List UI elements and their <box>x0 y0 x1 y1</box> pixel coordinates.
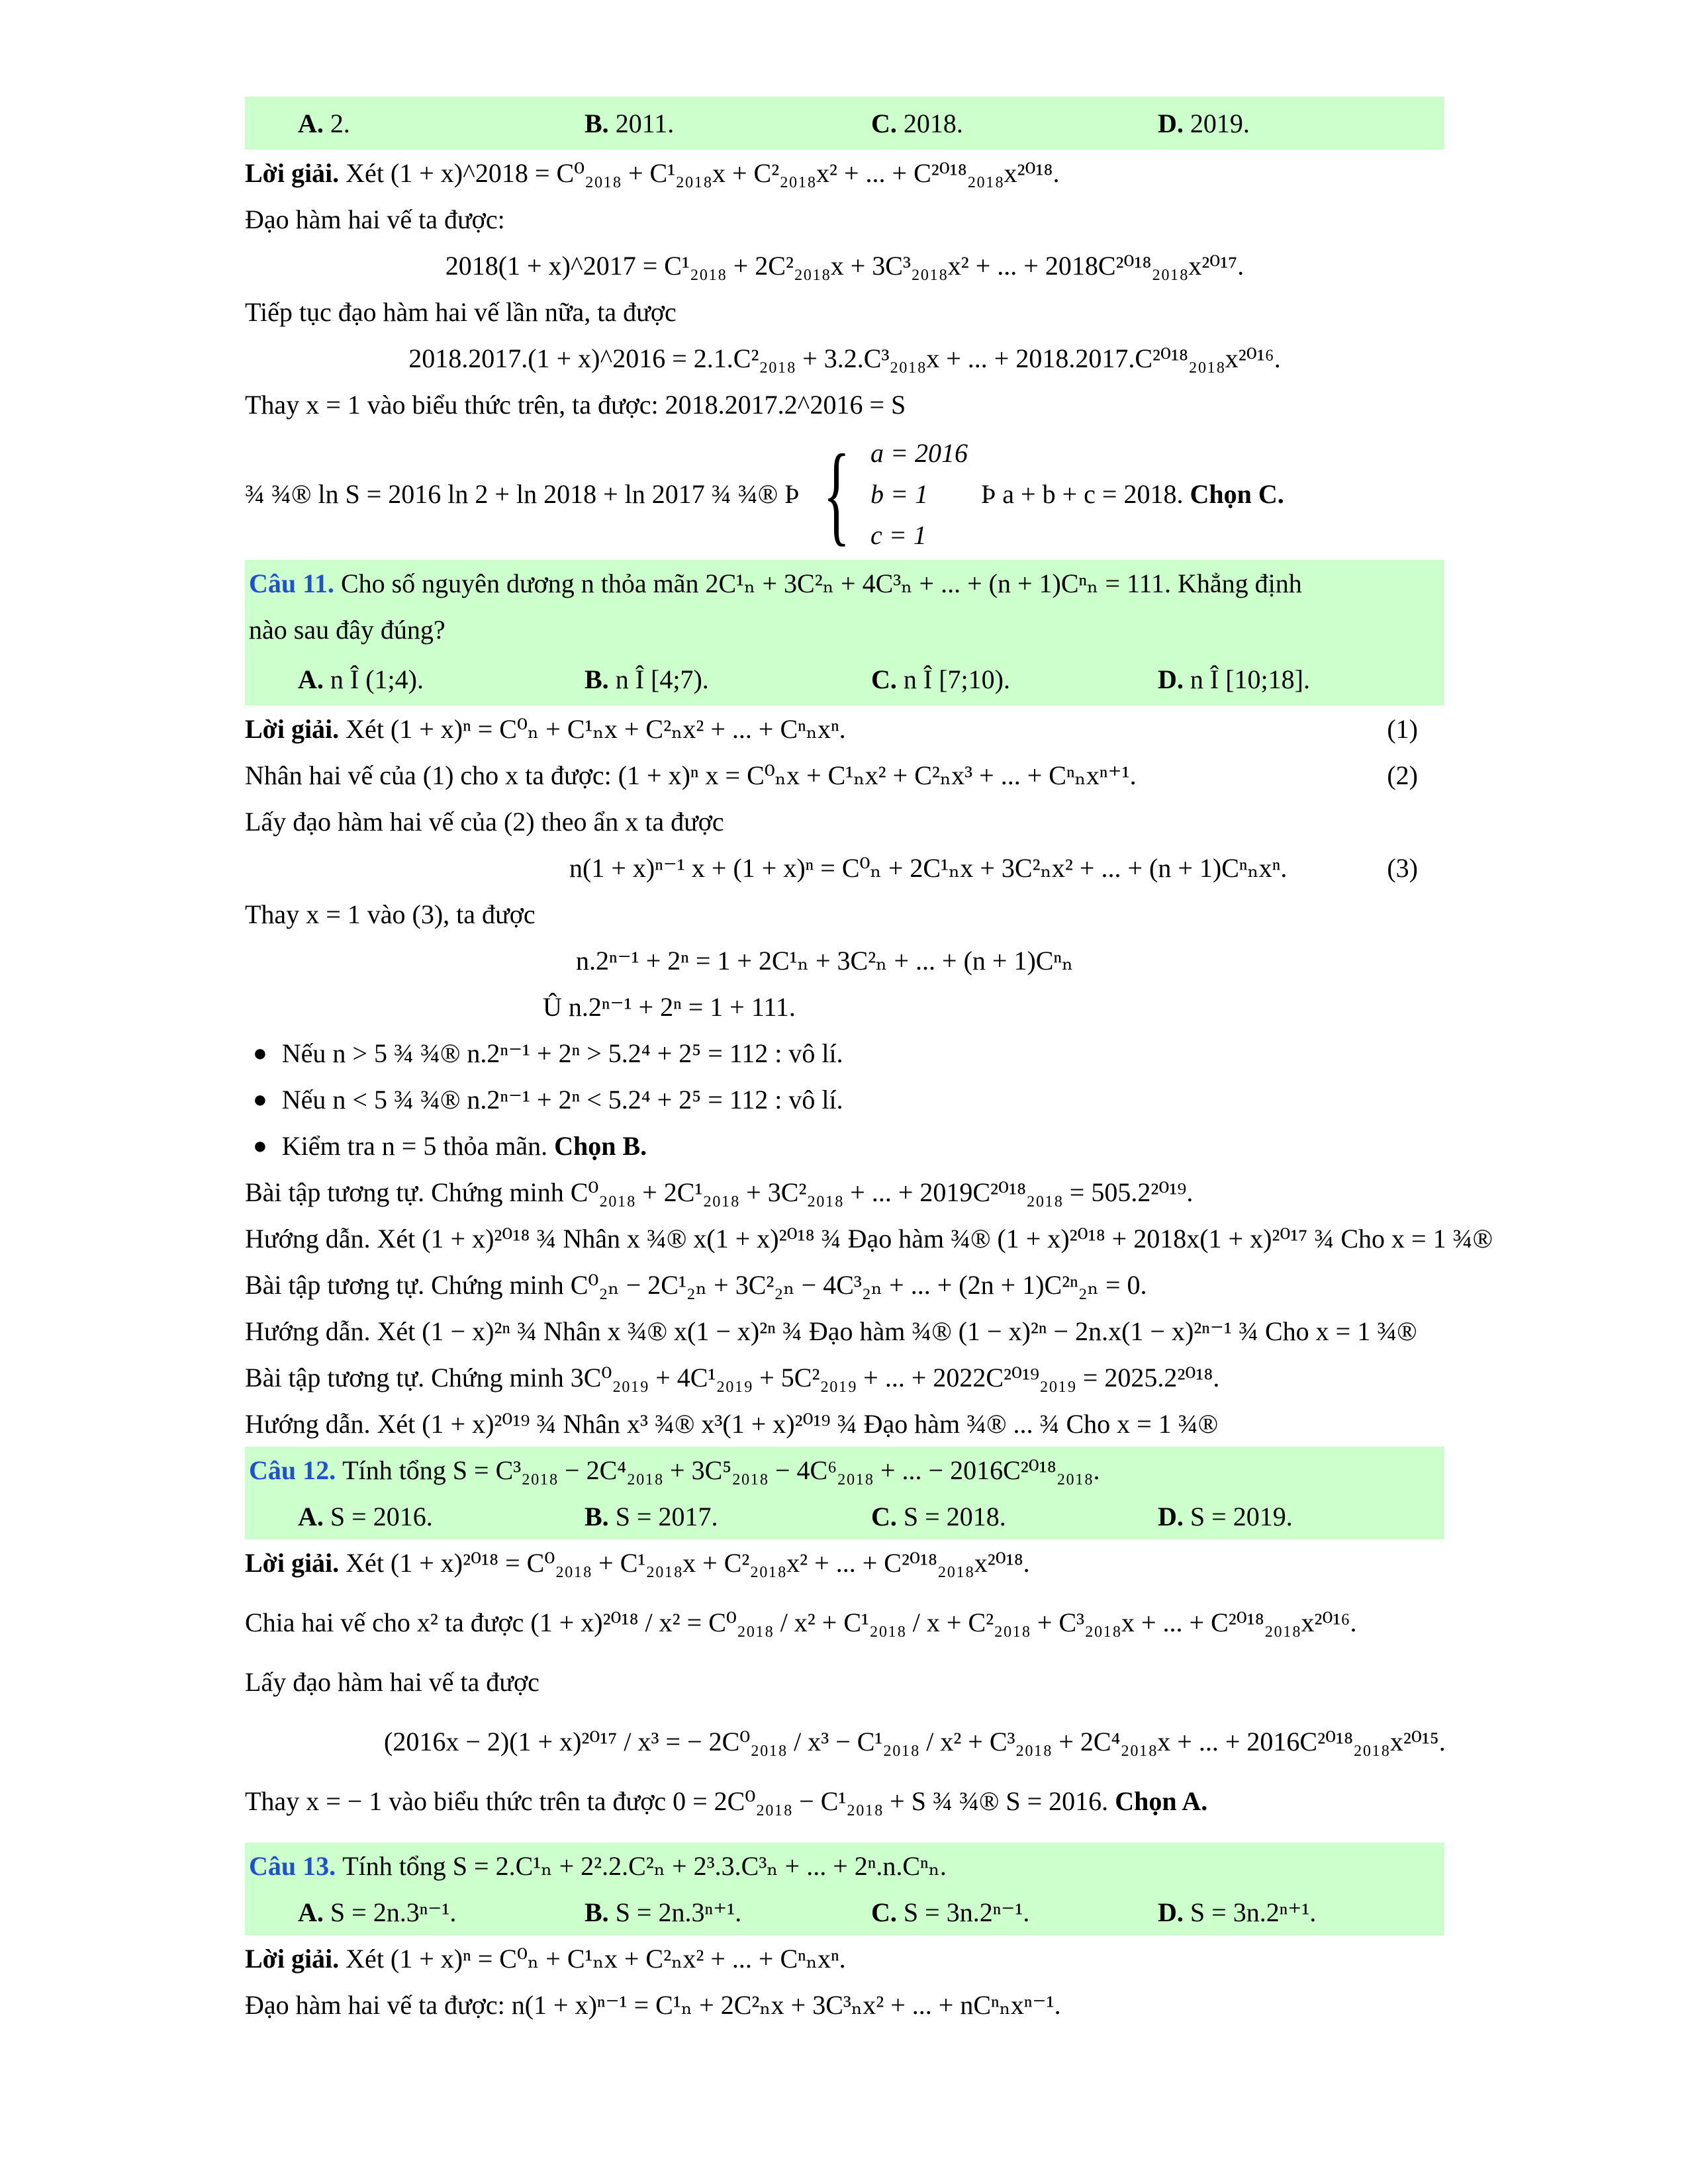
q11-bullet-1: ● Nếu n > 5 ¾ ¾® n.2ⁿ⁻¹ + 2ⁿ > 5.2⁴ + 2⁵ = 112 : vô lí. <box>245 1030 1444 1076</box>
document-page <box>245 97 1493 2028</box>
q12-option-c: C. S = 2018. <box>871 1501 1006 1531</box>
q11-stem-line-1: Câu 11. Cho số nguyên dương n thỏa mãn 2C¹ₙ + 3C²ₙ + 4C³ₙ + ... + (n + 1)Cⁿₙ = 111. Khẳng định <box>249 568 1302 598</box>
left-brace-icon: { <box>823 432 851 556</box>
q11-exercise-3: Bài tập tương tự. Chứng minh 3C⁰₂₀₁₉ + 4C¹₂₀₁₉ + 5C²₂₀₁₉ + ... + 2022C²⁰¹⁹₂₀₁₉ = 2025.2²⁰¹⁸. <box>245 1362 1220 1392</box>
system-eq-a: a = 2016 <box>870 437 968 468</box>
q11-options <box>245 653 1444 705</box>
q11-bullet-3: ● Kiểm tra n = 5 thỏa mãn. Chọn B. <box>245 1122 1444 1169</box>
q11-option-c: C. n Î [7;10). <box>871 664 1010 694</box>
q13-option-d: D. S = 3n.2ⁿ⁺¹. <box>1158 1897 1317 1927</box>
q12-answer: Chọn A. <box>1115 1786 1208 1816</box>
q13-block <box>245 1843 1444 1935</box>
q10-option-b: B. 2011. <box>585 108 675 138</box>
q12-option-a: A. S = 2016. <box>298 1501 433 1531</box>
q12-option-b: B. S = 2017. <box>585 1501 718 1531</box>
q12-options <box>245 1493 1444 1539</box>
q13-solution-line-1: Lời giải. Xét (1 + x)ⁿ = C⁰ₙ + C¹ₙx + C²ₙx² + ... + Cⁿₙxⁿ. <box>245 1943 846 1974</box>
q10-options <box>245 97 1444 150</box>
q13-label: Câu 13. <box>249 1850 336 1881</box>
q12-solution-line-3: Lấy đạo hàm hai vế ta được <box>245 1666 539 1697</box>
q10-solution-line-1: Lời giải. Xét (1 + x)^2018 = C⁰₂₀₁₈ + C¹₂₀₁₈x + C²₂₀₁₈x² + ... + C²⁰¹⁸₂₀₁₈x²⁰¹⁸. <box>245 158 1060 188</box>
q11-solution-line-1: Lời giải. Xét (1 + x)ⁿ = C⁰ₙ + C¹ₙx + C²ₙx² + ... + Cⁿₙxⁿ. (1) <box>245 705 1444 752</box>
q11-hint-3: Hướng dẫn. Xét (1 + x)²⁰¹⁹ ¾ Nhân x³ ¾® x³(1 + x)²⁰¹⁹ ¾ Đạo hàm ¾® ... ¾ Cho x = 1 ¾® <box>245 1408 1219 1439</box>
q11-exercise-1: Bài tập tương tự. Chứng minh C⁰₂₀₁₈ + 2C¹₂₀₁₈ + 3C²₂₀₁₈ + ... + 2019C²⁰¹⁸₂₀₁₈ = 505.2²⁰¹⁹. <box>245 1177 1194 1207</box>
q11-answer: Chọn B. <box>554 1130 647 1161</box>
q11-solution-line-4: n(1 + x)ⁿ⁻¹ x + (1 + x)ⁿ = C⁰ₙ + 2C¹ₙx + 3C²ₙx² + ... + (n + 1)Cⁿₙxⁿ. (3) <box>245 844 1444 891</box>
q13-option-b: B. S = 2n.3ⁿ⁺¹. <box>585 1897 742 1927</box>
q11-exercise-2: Bài tập tương tự. Chứng minh C⁰₂ₙ − 2C¹₂ₙ + 3C²₂ₙ − 4C³₂ₙ + ... + (2n + 1)C²ⁿ₂ₙ = 0. <box>245 1269 1147 1300</box>
q12-solution-line-1: Lời giải. Xét (1 + x)²⁰¹⁸ = C⁰₂₀₁₈ + C¹₂₀₁₈x + C²₂₀₁₈x² + ... + C²⁰¹⁸₂₀₁₈x²⁰¹⁸. <box>245 1547 1030 1578</box>
q11-bullet-2: ● Nếu n < 5 ¾ ¾® n.2ⁿ⁻¹ + 2ⁿ < 5.2⁴ + 2⁵ = 112 : vô lí. <box>245 1076 1444 1122</box>
q10-answer: Chọn C. <box>1190 478 1284 509</box>
spacer <box>245 1824 1444 1843</box>
q13-stem: Câu 13. Tính tổng S = 2.C¹ₙ + 2².2.C²ₙ + 2³.3.C³ₙ + ... + 2ⁿ.n.Cⁿₙ. <box>249 1850 947 1881</box>
q12-solution-line-4: (2016x − 2)(1 + x)²⁰¹⁷ / x³ = − 2C⁰₂₀₁₈ / x³ − C¹₂₀₁₈ / x² + C³₂₀₁₈ + 2C⁴₂₀₁₈x + ... + 2016C²⁰¹⁸₂₀₁₈x²⁰¹⁵. <box>384 1726 1446 1756</box>
q13-option-c: C. S = 3n.2ⁿ⁻¹. <box>871 1897 1030 1927</box>
q11-solution-line-5: Thay x = 1 vào (3), ta được <box>245 899 536 929</box>
q12-label: Câu 12. <box>249 1455 336 1485</box>
equation-system <box>799 432 968 555</box>
q10-solution-line-7: ¾ ¾® ln S = 2016 ln 2 + ln 2018 + ln 2017 ¾ ¾® Þ { a = 2016 b = 1 c = 1 Þ a + b + c = 2018. Chọn C. <box>245 432 1284 556</box>
q11-solution-line-2: Nhân hai vế của (1) cho x ta được: (1 + x)ⁿ x = C⁰ₙx + C¹ₙx² + C²ₙx³ + ... + Cⁿₙxⁿ⁺¹. (2) <box>245 752 1444 798</box>
q10-option-c: C. 2018. <box>871 108 963 138</box>
q11-hint-1: Hướng dẫn. Xét (1 + x)²⁰¹⁸ ¾ Nhân x ¾® x(1 + x)²⁰¹⁸ ¾ Đạo hàm ¾® (1 + x)²⁰¹⁸ + 2018x(1 + x)²⁰¹⁷ ¾ Cho x = 1 ¾® <box>245 1223 1493 1253</box>
q12-solution-line-2: Chia hai vế cho x² ta được (1 + x)²⁰¹⁸ / x² = C⁰₂₀₁₈ / x² + C¹₂₀₁₈ / x + C²₂₀₁₈ + C³₂₀₁₈x + ... + C²⁰¹⁸₂₀₁₈x²⁰¹⁶. <box>245 1607 1357 1637</box>
q11-solution-line-6: n.2ⁿ⁻¹ + 2ⁿ = 1 + 2C¹ₙ + 3C²ₙ + ... + (n + 1)Cⁿₙ <box>576 945 1074 976</box>
equation-number-3: (3) <box>1387 852 1418 883</box>
q11-block <box>245 560 1444 705</box>
q13-options <box>245 1889 1444 1935</box>
q13-solution-line-2: Đạo hàm hai vế ta được: n(1 + x)ⁿ⁻¹ = C¹ₙ + 2C²ₙx + 3C³ₙx² + ... + nCⁿₙxⁿ⁻¹. <box>245 1989 1061 2020</box>
q11-hint-2: Hướng dẫn. Xét (1 − x)²ⁿ ¾ Nhân x ¾® x(1 − x)²ⁿ ¾ Đạo hàm ¾® (1 − x)²ⁿ − 2n.x(1 − x)²ⁿ⁻¹ ¾ Cho x = 1 ¾® <box>245 1316 1417 1346</box>
q11-solution-line-3: Lấy đạo hàm hai vế của (2) theo ẩn x ta được <box>245 806 724 837</box>
q12-option-d: D. S = 2019. <box>1158 1501 1293 1531</box>
system-eq-b: b = 1 <box>870 478 929 509</box>
q11-option-b: B. n Î [4;7). <box>585 664 709 694</box>
q11-label: Câu 11. <box>249 568 334 598</box>
q11-solution-line-7: Û n.2ⁿ⁻¹ + 2ⁿ = 1 + 111. <box>543 991 796 1022</box>
q10-option-d: D. 2019. <box>1158 108 1250 138</box>
q10-solution-line-2: Đạo hàm hai vế ta được: <box>245 204 505 234</box>
q11-stem-line-2: nào sau đây đúng? <box>249 614 445 645</box>
q10-option-a: A. 2. <box>298 108 350 138</box>
system-eq-c: c = 1 <box>870 520 927 550</box>
q13-option-a: A. S = 2n.3ⁿ⁻¹. <box>298 1897 457 1927</box>
q10-solution-line-4: Tiếp tục đạo hàm hai vế lần nữa, ta được <box>245 296 677 327</box>
q12-block <box>245 1447 1444 1539</box>
q12-solution-line-5: Thay x = − 1 vào biểu thức trên ta được 0 = 2C⁰₂₀₁₈ − C¹₂₀₁₈ + S ¾ ¾® S = 2016. Chọn A. <box>245 1786 1208 1816</box>
q11-option-a: A. n Î (1;4). <box>298 664 424 694</box>
q10-solution-line-6: Thay x = 1 vào biểu thức trên, ta được: 2018.2017.2^2016 = S <box>245 389 906 420</box>
equation-number-1: (1) <box>1387 713 1418 744</box>
q10-solution-line-5: 2018.2017.(1 + x)^2016 = 2.1.C²₂₀₁₈ + 3.2.C³₂₀₁₈x + ... + 2018.2017.C²⁰¹⁸₂₀₁₈x²⁰¹⁶. <box>408 343 1281 373</box>
q11-option-d: D. n Î [10;18]. <box>1158 664 1310 694</box>
q12-stem: Câu 12. Tính tổng S = C³₂₀₁₈ − 2C⁴₂₀₁₈ + 3C⁵₂₀₁₈ − 4C⁶₂₀₁₈ + ... − 2016C²⁰¹⁸₂₀₁₈. <box>249 1455 1100 1485</box>
equation-number-2: (2) <box>1387 760 1418 790</box>
q10-solution-line-3: 2018(1 + x)^2017 = C¹₂₀₁₈ + 2C²₂₀₁₈x + 3C³₂₀₁₈x² + ... + 2018C²⁰¹⁸₂₀₁₈x²⁰¹⁷. <box>445 250 1244 281</box>
